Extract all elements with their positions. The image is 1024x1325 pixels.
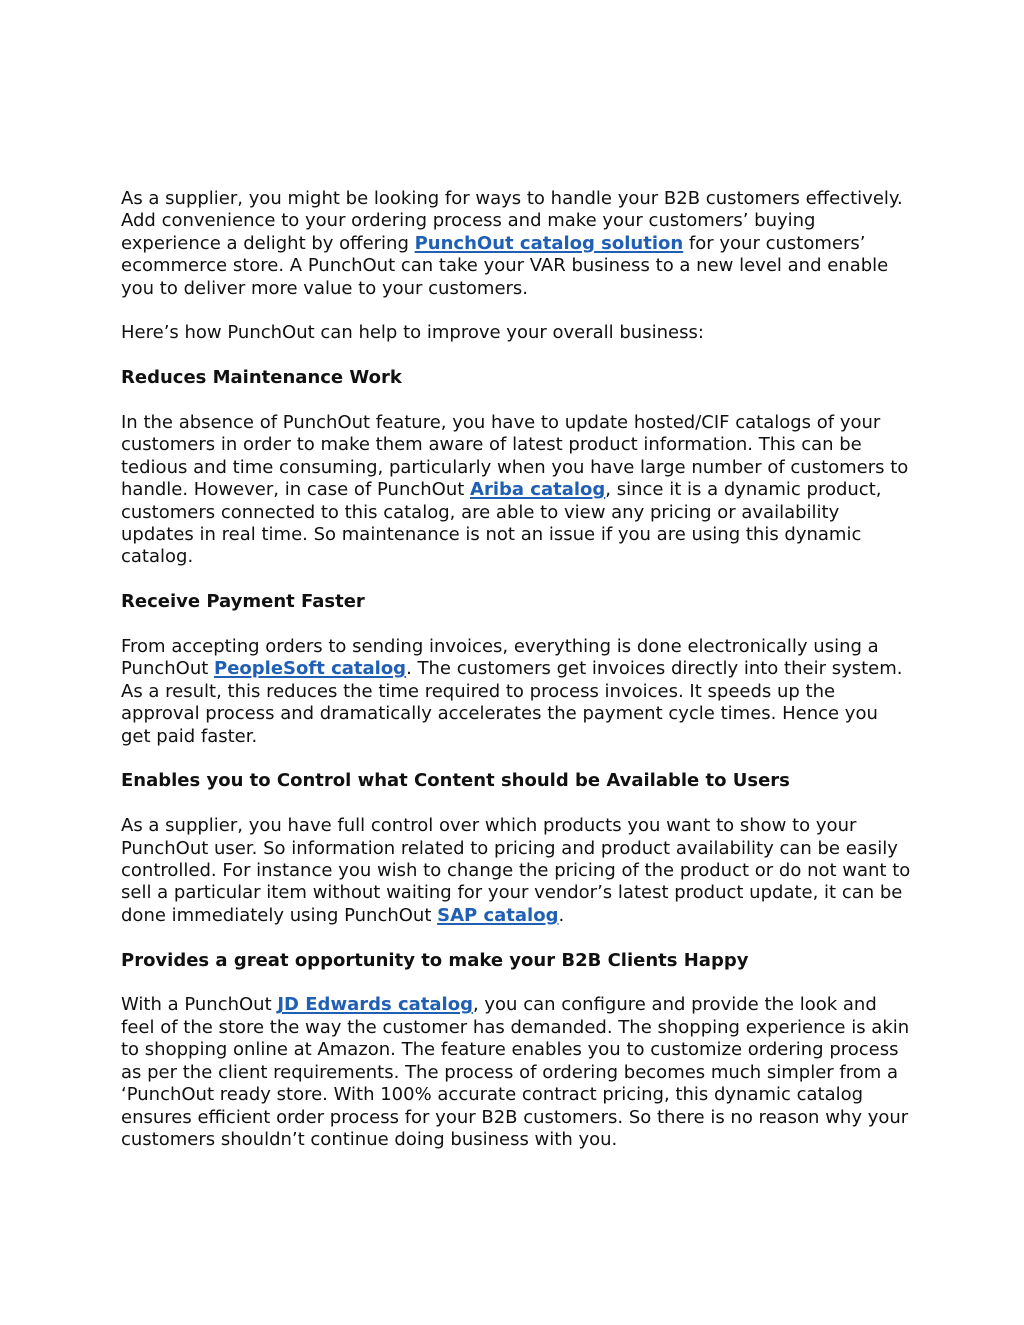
intro-text-before-link: As a supplier, you might be looking for ways to handle your B2B customers effectively. Add convenience to your ordering process and make your customers’ buying experience a delight by offering <box>121 188 903 254</box>
sap-catalog-link[interactable]: SAP catalog <box>437 904 559 926</box>
document-page <box>121 188 911 1174</box>
punchout-catalog-solution-link[interactable]: PunchOut catalog solution <box>414 232 684 254</box>
section-paragraph-clients-happy <box>121 994 911 1151</box>
paragraph-text-after-link: . The customers get invoices directly into their system. As a result, this reduces the time required to process invoices. It speeds up the approval process and dramatically accelerates the payment cycle times. Hence you get paid faster. <box>121 658 903 747</box>
peoplesoft-catalog-link[interactable]: PeopleSoft catalog <box>214 658 407 680</box>
paragraph-text-before-link: With a PunchOut <box>121 994 278 1016</box>
paragraph-text-after-link: . <box>558 904 565 926</box>
paragraph-text-before-link: As a supplier, you have full control over which products you want to show to your PunchOut user. So information related to pricing and product availability can be easily controlled. For instance you wish to change the pricing of the product or do not want to sell a particular item without waiting for your vendor’s latest product update, it can be done immediately using PunchOut <box>121 815 911 926</box>
section-heading-content-control: Enables you to Control what Content should be Available to Users <box>121 770 790 792</box>
section-heading-maintenance: Reduces Maintenance Work <box>121 367 402 389</box>
section-paragraph-content-control <box>121 815 911 927</box>
intro-paragraph <box>121 188 911 300</box>
section-heading-payment: Receive Payment Faster <box>121 591 365 613</box>
section-heading-clients-happy: Provides a great opportunity to make your B2B Clients Happy <box>121 949 749 971</box>
ariba-catalog-link[interactable]: Ariba catalog <box>470 479 606 501</box>
paragraph-text-before-link: In the absence of PunchOut feature, you have to update hosted/CIF catalogs of your customers in order to make them aware of latest product information. This can be tedious and time consuming, particularly when you have large number of customers to handle. However, in case of PunchOut <box>121 412 909 501</box>
section-paragraph-payment <box>121 636 911 748</box>
paragraph-text-after-link: , since it is a dynamic product, customers connected to this catalog, are able to view any pricing or availability updates in real time. So maintenance is not an issue if you are using this dynamic catalog. <box>121 479 882 568</box>
paragraph-text-before-link: From accepting orders to sending invoices, everything is done electronically using a PunchOut <box>121 636 879 680</box>
paragraph-text-after-link: , you can configure and provide the look and feel of the store the way the customer has demanded. The shopping experience is akin to shopping online at Amazon. The feature enables you to customize ordering process as per the client requirements. The process of ordering becomes much simpler from a ‘PunchOut ready store. With 100% accurate contract pricing, this dynamic catalog ensures efficient order process for your B2B customers. So there is no reason why your customers shouldn’t continue doing business with you. <box>121 994 910 1150</box>
intro-text-after-link: for your customers’ ecommerce store. A PunchOut can take your VAR business to a new level and enable you to deliver more value to your customers. <box>121 232 889 299</box>
jd-edwards-catalog-link[interactable]: JD Edwards catalog <box>277 994 473 1016</box>
lead-paragraph: Here’s how PunchOut can help to improve your overall business: <box>121 322 704 344</box>
section-paragraph-maintenance <box>121 412 911 569</box>
